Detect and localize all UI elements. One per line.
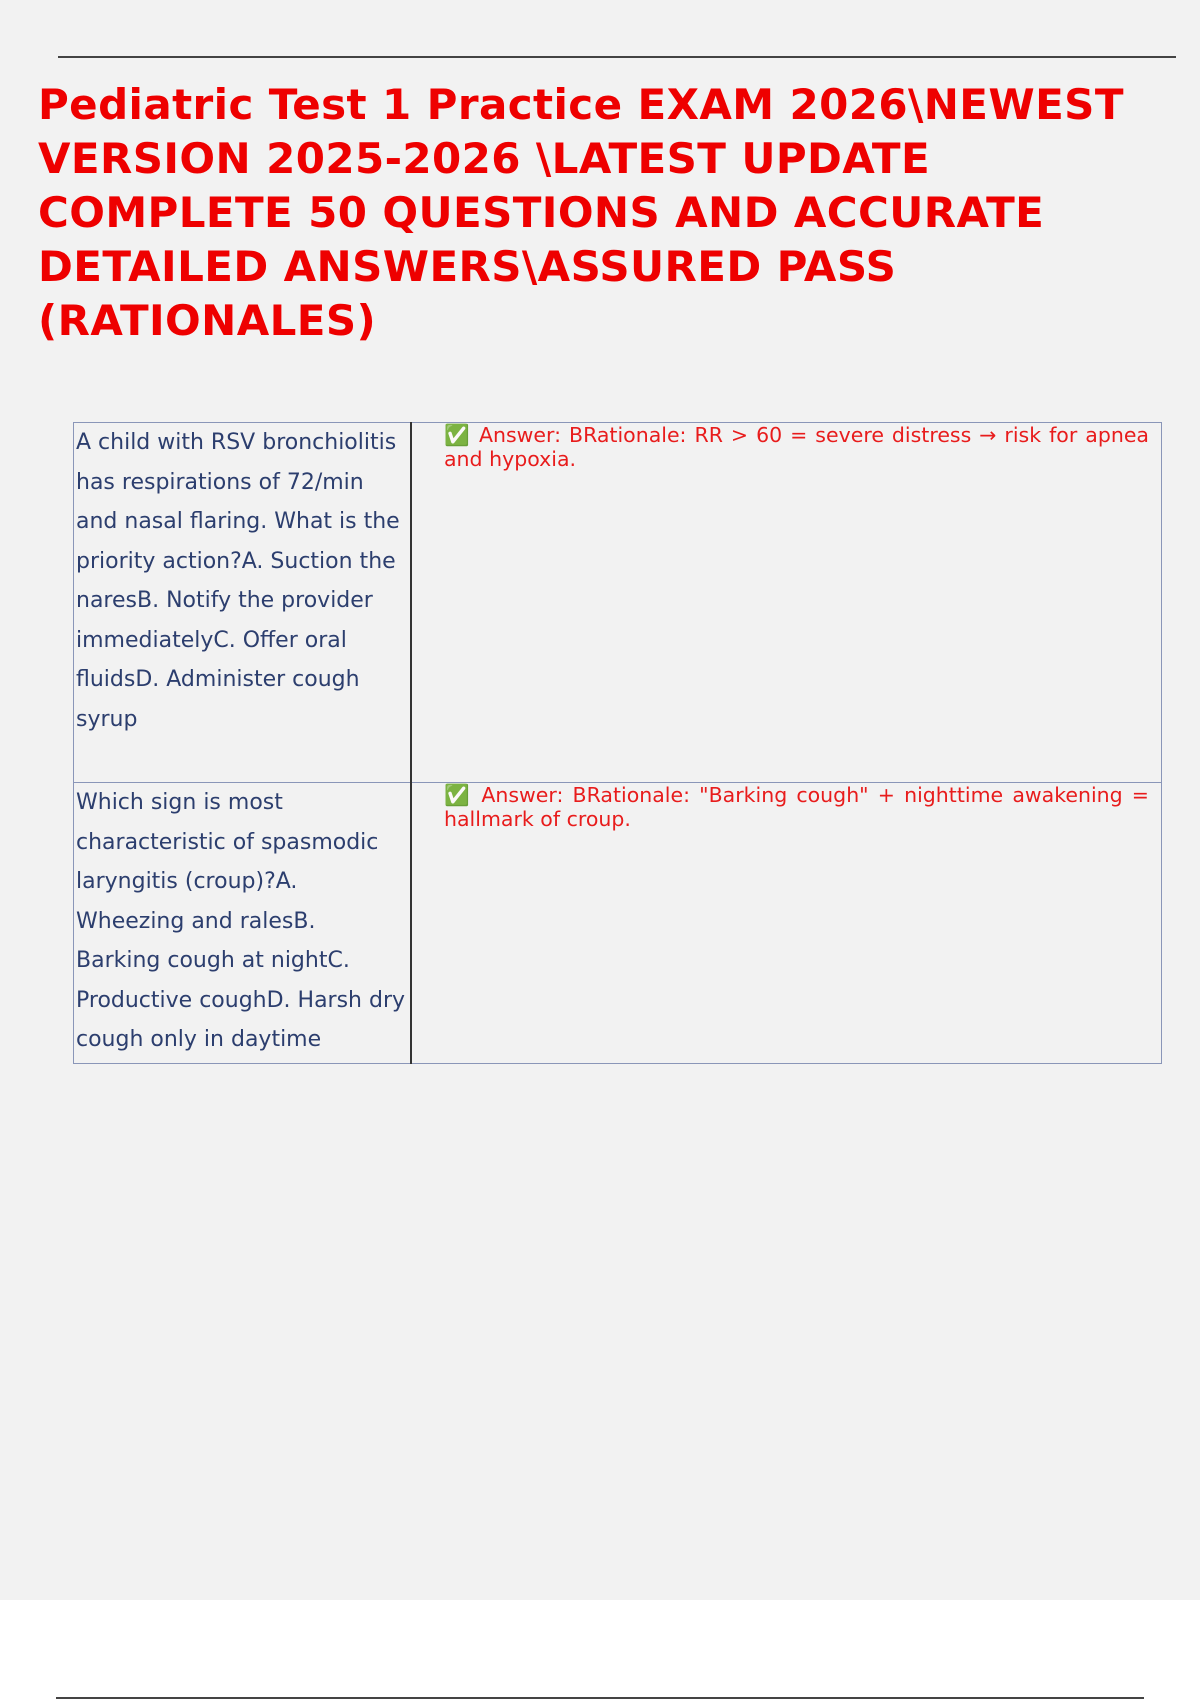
answer-cell xyxy=(411,423,1162,783)
question-text: Which sign is most characteristic of spasmodic laryngitis (croup)?A. Wheezing and ralesB. Barking cough at nightC. Productive coughD. Harsh dry cough only in daytime xyxy=(76,790,406,1052)
table-row xyxy=(74,423,1162,783)
answer-text: ✅ Answer: BRationale: RR > 60 = severe distress → risk for apnea and hypoxia. xyxy=(444,423,1149,471)
bottom-divider xyxy=(56,1697,1144,1699)
question-text: A child with RSV bronchiolitis has respirations of 72/min and nasal flaring. What is the priority action?A. Suction the naresB. Notify the provider immediatelyC. Offer oral fluidsD. Administer cough syrup xyxy=(76,430,400,732)
question-cell xyxy=(74,423,412,783)
question-cell xyxy=(74,783,412,1064)
answer-text: ✅ Answer: BRationale: "Barking cough" + nighttime awakening = hallmark of croup. xyxy=(444,783,1149,831)
answer-cell xyxy=(411,783,1162,1064)
document-title: Pediatric Test 1 Practice EXAM 2026\NEWEST VERSION 2025-2026 \LATEST UPDATE COMPLETE 50 QUESTIONS AND ACCURATE DETAILED ANSWERS\ASSURED PASS (RATIONALES) xyxy=(38,80,1124,345)
table-row xyxy=(74,783,1162,1064)
qa-table xyxy=(73,422,1162,1064)
top-divider xyxy=(58,56,1176,58)
